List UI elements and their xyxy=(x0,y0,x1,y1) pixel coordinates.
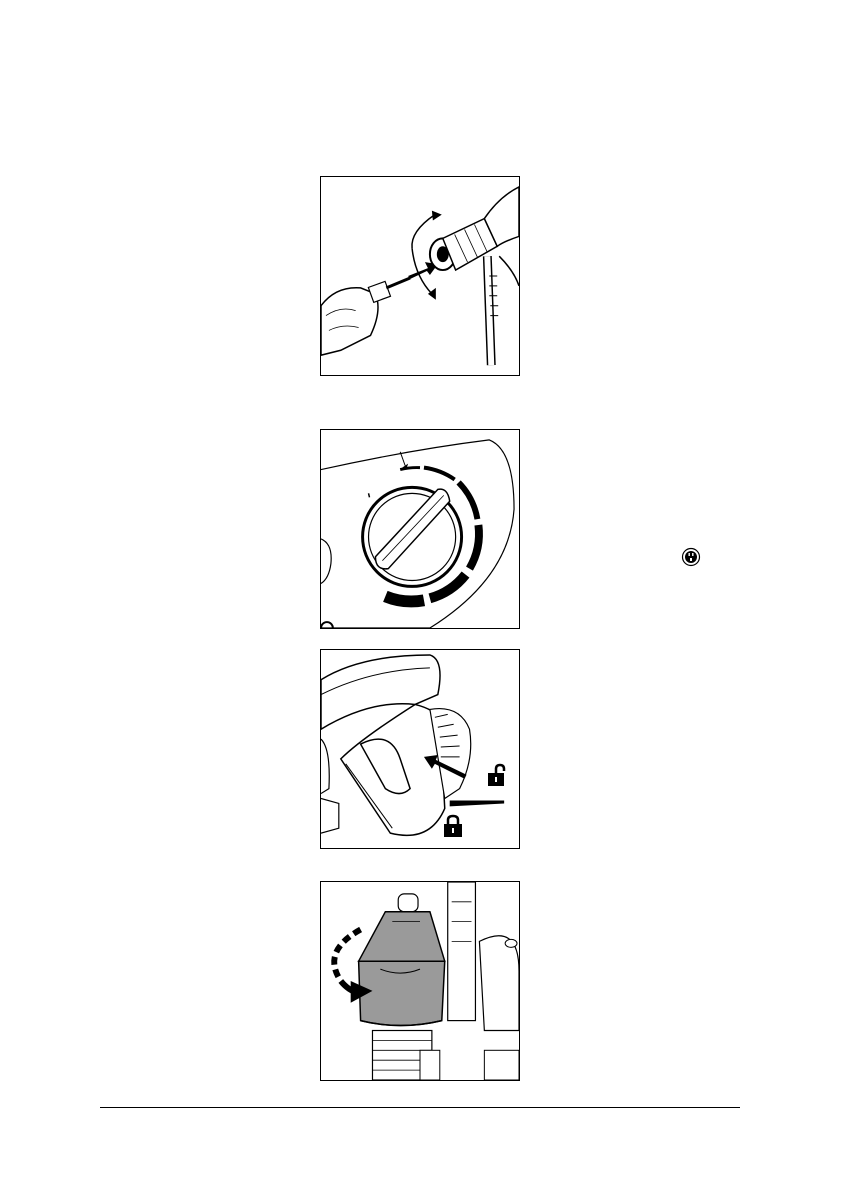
lock-open-icon xyxy=(487,763,507,787)
figure-nozzle-cap xyxy=(320,881,520,1081)
trigger-lock-illustration xyxy=(321,650,519,848)
drill-attachment-illustration xyxy=(321,177,519,375)
plug-icon xyxy=(681,547,701,567)
footer-rule xyxy=(100,1107,740,1108)
pressure-dial-illustration xyxy=(321,430,519,628)
figure-trigger-lock xyxy=(320,649,520,849)
figure-drill-attachment xyxy=(320,176,520,376)
figure-pressure-dial xyxy=(320,429,520,629)
lock-closed-icon xyxy=(443,814,463,838)
nozzle-cap-illustration xyxy=(321,882,519,1080)
